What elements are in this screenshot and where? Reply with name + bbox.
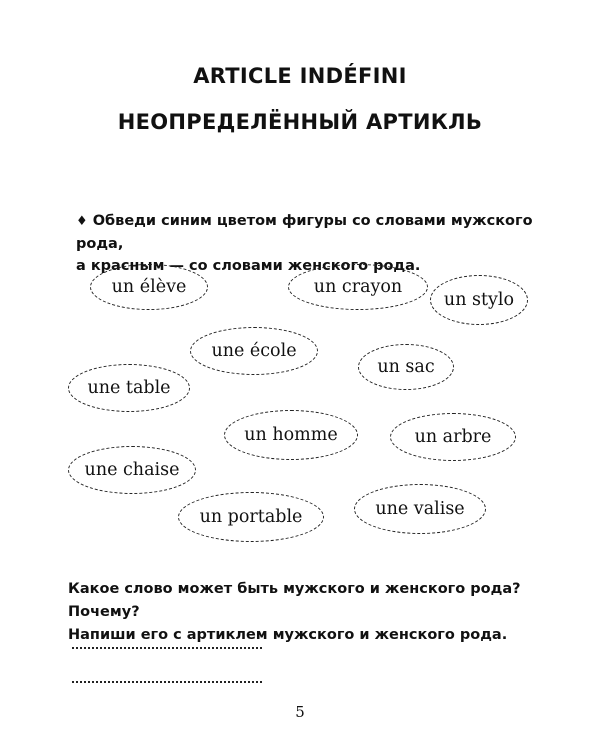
question-line-2: Напиши его с артиклем мужского и женского рода.: [68, 627, 508, 643]
diamond-bullet-icon: ♦: [76, 214, 88, 229]
instruction-line-1: Обведи синим цветом фигуры со словами мужского рода,: [76, 213, 533, 252]
word-bubble-un-portable[interactable]: un portable: [178, 492, 324, 542]
word-bubble-un-crayon[interactable]: un crayon: [288, 264, 428, 310]
word-bubble-une-chaise[interactable]: une chaise: [68, 446, 196, 494]
answer-line-2[interactable]: [72, 681, 262, 683]
page-title-russian: НЕОПРЕДЕЛЁННЫЙ АРТИКЛЬ: [117, 110, 483, 134]
word-bubble-une-valise[interactable]: une valise: [354, 484, 486, 534]
answer-line-1[interactable]: [72, 647, 262, 649]
instruction-line-2: а красным — со словами женского рода.: [76, 258, 421, 274]
word-bubble-une-ecole[interactable]: une école: [190, 327, 318, 375]
word-bubble-un-homme[interactable]: un homme: [224, 410, 358, 460]
page-title-french: ARTICLE INDÉFINI: [193, 64, 407, 88]
page-number: 5: [295, 703, 305, 721]
word-bubble-un-stylo[interactable]: un stylo: [430, 275, 528, 325]
question-line-1: Какое слово может быть мужского и женского рода? Почему?: [68, 581, 521, 620]
word-bubble-un-arbre[interactable]: un arbre: [390, 413, 516, 461]
question-block: [68, 578, 568, 647]
word-bubble-une-table[interactable]: une table: [68, 364, 190, 412]
word-bubble-un-sac[interactable]: un sac: [358, 344, 454, 390]
word-bubble-un-eleve[interactable]: un élève: [90, 264, 208, 310]
